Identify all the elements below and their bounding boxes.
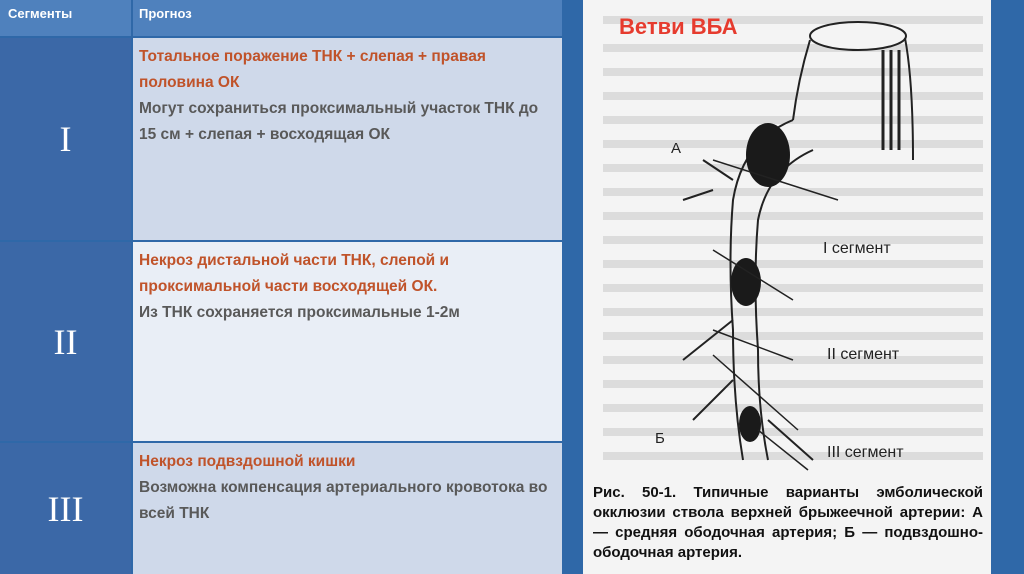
row-sub-text: Из ТНК сохраняется проксимальные 1-2м [139, 304, 460, 321]
segment-label-3: III [0, 443, 131, 574]
row-sub-text: Возможна компенсация артериального кровотока во всей ТНК [139, 479, 548, 522]
row-main-text: Некроз дистальной части ТНК, слепой и проксимальной части восходящей ОК. [139, 252, 450, 295]
segment-label-ii: II сегмент [827, 346, 900, 363]
artery-figure [583, 0, 991, 574]
segment-label-1: I [0, 38, 131, 240]
row-main-text: Тотальное поражение ТНК + слепая + правая половина ОК [139, 48, 486, 91]
background-text-lines [603, 20, 983, 456]
caption-text: Типичные варианты эмболической окклюзии ствола верхней брыжеечной артерии: А — средняя ободочная артерия; Б — подвздошно-ободочная артерия. [593, 484, 983, 561]
segment-label-iii: III сегмент [827, 444, 904, 461]
letter-a: А [671, 140, 682, 157]
row-main-text: Некроз подвздошной кишки [139, 453, 356, 470]
header-segments: Сегменты [0, 0, 131, 36]
aorta-drawing [793, 22, 913, 160]
caption-number: Рис. 50-1. [593, 484, 677, 501]
row-sub-text: Могут сохраниться проксимальный участок ТНК до 15 см + слепая + восходящая ОК [139, 100, 539, 143]
table-row [133, 38, 562, 240]
table-row [133, 242, 562, 441]
segment-label-i: I сегмент [823, 240, 891, 257]
figure-caption [593, 483, 983, 563]
header-prognosis: Прогноз [133, 0, 562, 36]
figure-title: Ветви ВБА [619, 14, 738, 39]
table-row [133, 443, 562, 574]
segment-label-2: II [0, 242, 131, 441]
letter-b: Б [655, 430, 665, 447]
